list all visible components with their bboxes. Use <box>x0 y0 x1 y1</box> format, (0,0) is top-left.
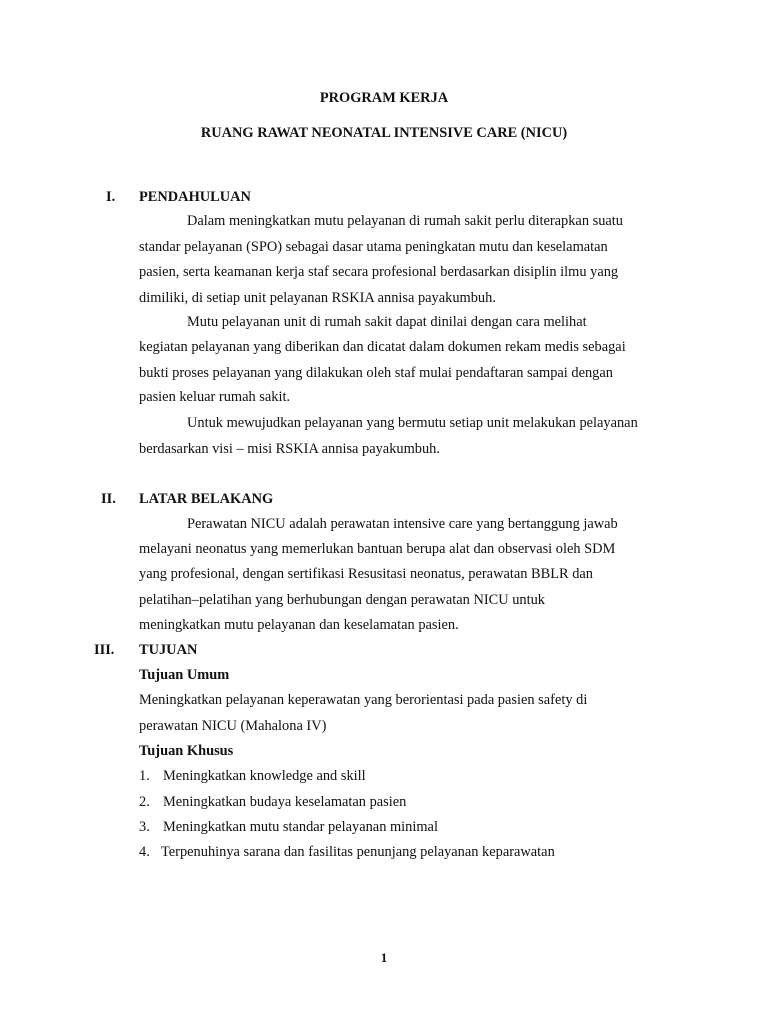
section-1-heading: PENDAHULUAN <box>139 189 251 205</box>
section-2-line: Perawatan NICU adalah perawatan intensive care yang bertanggung jawab <box>187 516 618 532</box>
section-3-heading: TUJUAN <box>139 642 198 658</box>
general-objective-heading: Tujuan Umum <box>139 667 230 683</box>
section-2-line: meningkatkan mutu pelayanan dan keselamatan pasien. <box>139 617 459 633</box>
section-2-numeral: II. <box>101 491 116 507</box>
specific-item-number: 4. <box>139 844 150 860</box>
section-1-line: Untuk mewujudkan pelayanan yang bermutu setiap unit melakukan pelayanan <box>187 415 638 431</box>
specific-item-number: 2. <box>139 794 150 810</box>
specific-item-text: Meningkatkan budaya keselamatan pasien <box>163 794 407 810</box>
section-1-line: standar pelayanan (SPO) sebagai dasar utama peningkatan mutu dan keselamatan <box>139 239 608 255</box>
specific-objective-heading: Tujuan Khusus <box>139 743 234 759</box>
specific-item-text: Meningkatkan knowledge and skill <box>163 768 366 784</box>
specific-item-text: Terpenuhinya sarana dan fasilitas penunjang pelayanan keparawatan <box>161 844 555 860</box>
general-objective-line: Meningkatkan pelayanan keperawatan yang berorientasi pada pasien safety di <box>139 692 588 708</box>
section-1-line: pasien keluar rumah sakit. <box>139 389 291 405</box>
section-1-line: Dalam meningkatkan mutu pelayanan di rumah sakit perlu diterapkan suatu <box>187 213 623 229</box>
section-1-line: bukti proses pelayanan yang dilakukan oleh staf mulai pendaftaran sampai dengan <box>139 365 613 381</box>
section-1-numeral: I. <box>106 189 116 205</box>
section-1-line: pasien, serta keamanan kerja staf secara profesional berdasarkan disiplin ilmu yang <box>139 264 619 280</box>
section-1-line: dimiliki, di setiap unit pelayanan RSKIA annisa payakumbuh. <box>139 290 496 306</box>
page-number: 1 <box>380 950 388 965</box>
general-objective-line: perawatan NICU (Mahalona IV) <box>139 718 327 734</box>
section-2-heading: LATAR BELAKANG <box>139 491 274 507</box>
section-1-line: berdasarkan visi – misi RSKIA annisa payakumbuh. <box>139 441 440 457</box>
section-2-line: yang profesional, dengan sertifikasi Resusitasi neonatus, perawatan BBLR dan <box>139 566 593 582</box>
specific-item-number: 3. <box>139 819 150 835</box>
specific-item-text: Meningkatkan mutu standar pelayanan minimal <box>163 819 438 835</box>
section-3-numeral: III. <box>94 642 115 658</box>
section-2-line: melayani neonatus yang memerlukan bantuan berupa alat dan observasi oleh SDM <box>139 541 616 557</box>
section-1-line: kegiatan pelayanan yang diberikan dan dicatat dalam dokumen rekam medis sebagai <box>139 339 626 355</box>
document-subtitle: RUANG RAWAT NEONATAL INTENSIVE CARE (NICU) <box>200 125 568 141</box>
section-1-line: Mutu pelayanan unit di rumah sakit dapat dinilai dengan cara melihat <box>187 314 587 330</box>
document-title: PROGRAM KERJA <box>319 90 449 106</box>
specific-item-number: 1. <box>139 768 150 784</box>
section-2-line: pelatihan–pelatihan yang berhubungan dengan perawatan NICU untuk <box>139 592 546 608</box>
